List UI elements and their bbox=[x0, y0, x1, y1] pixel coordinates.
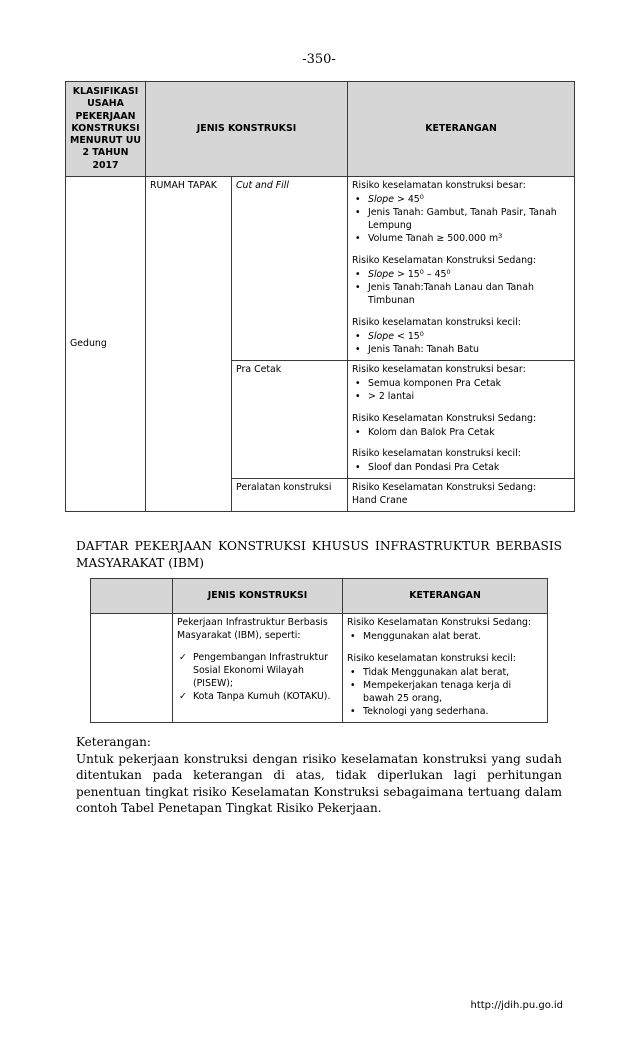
bullet-icon: • bbox=[350, 705, 356, 717]
sub-kategori-cell: RUMAH TAPAK bbox=[146, 177, 232, 512]
list-item-text: Semua komponen Pra Cetak bbox=[368, 377, 502, 389]
table-header-row bbox=[91, 579, 548, 614]
header-keterangan: KETERANGAN bbox=[343, 579, 548, 614]
list-item-text: Teknologi yang sederhana. bbox=[363, 705, 489, 717]
keterangan-cell bbox=[348, 177, 575, 361]
list-item-text: Sloof dan Pondasi Pra Cetak bbox=[368, 462, 500, 474]
list-item bbox=[355, 343, 570, 357]
list-item-text: > 45 bbox=[394, 193, 420, 205]
bullet-icon: • bbox=[355, 462, 361, 474]
jenis-intro: Pekerjaan Infrastruktur Berbasis Masyarakat (IBM), seperti: bbox=[177, 617, 328, 641]
klasifikasi-cell: Gedung bbox=[66, 177, 146, 512]
table-header-row bbox=[66, 82, 575, 177]
bullet-icon: • bbox=[355, 193, 361, 205]
keterangan-line: Risiko Keselamatan Konstruksi Sedang: bbox=[352, 482, 537, 494]
list-item bbox=[355, 281, 570, 308]
risk-group-title: Risiko keselamatan konstruksi besar: bbox=[352, 180, 526, 191]
header-jenis-konstruksi: JENIS KONSTRUKSI bbox=[146, 82, 348, 177]
risk-group-title: Risiko keselamatan konstruksi kecil: bbox=[352, 316, 521, 328]
bullet-icon: • bbox=[350, 630, 356, 642]
bullet-icon: • bbox=[355, 377, 361, 389]
list-item bbox=[350, 679, 543, 706]
list-item-text: Jenis Tanah: Gambut, Tanah Pasir, Tanah Lempung bbox=[368, 206, 557, 231]
list-item-text: Jenis Tanah:Tanah Lanau dan Tanah Timbunan bbox=[368, 281, 534, 306]
list-item-text: Kolom dan Balok Pra Cetak bbox=[368, 426, 495, 438]
risk-group-title: Risiko Keselamatan Konstruksi Sedang: bbox=[347, 617, 532, 628]
power-sup: 3 bbox=[498, 231, 503, 240]
slope-term: Slope bbox=[368, 193, 395, 205]
list-item bbox=[355, 329, 570, 344]
risk-group bbox=[352, 255, 570, 308]
section-heading: DAFTAR PEKERJAAN KONSTRUKSI KHUSUS INFRASTRUKTUR BERBASIS MASYARAKAT (IBM) bbox=[76, 539, 562, 571]
keterangan-line: Hand Crane bbox=[352, 495, 408, 507]
jenis-list bbox=[177, 652, 338, 704]
degree-sup: 0 bbox=[419, 192, 424, 201]
risk-list bbox=[347, 667, 543, 719]
slope-term: Slope bbox=[368, 330, 395, 342]
header-empty bbox=[91, 579, 173, 614]
list-item bbox=[350, 705, 543, 719]
risk-list bbox=[352, 378, 570, 404]
list-item bbox=[179, 690, 338, 704]
table-row bbox=[66, 177, 575, 361]
bullet-icon: • bbox=[355, 206, 361, 218]
jenis-cell: Pra Cetak bbox=[232, 360, 348, 479]
check-icon: ✓ bbox=[179, 651, 187, 663]
list-item-text: Menggunakan alat berat. bbox=[363, 630, 481, 642]
header-klasifikasi: KLASIFIKASI USAHA PEKERJAAN KONSTRUKSI MENURUT UU 2 TAHUN 2017 bbox=[66, 82, 146, 177]
bullet-icon: • bbox=[350, 679, 356, 691]
list-item bbox=[355, 192, 570, 207]
risk-group bbox=[352, 364, 570, 404]
slope-term: Slope bbox=[368, 268, 395, 280]
risk-classification-table bbox=[65, 81, 575, 512]
list-item-text: – 45 bbox=[423, 268, 447, 280]
note-body: Untuk pekerjaan konstruksi dengan risiko keselamatan konstruksi yang sudah ditentukan pada keterangan di atas, tidak diperlukan lagi perhitungan penentuan tingkat risiko Keselamatan Konstruksi sebagaimana tertuang dalam contoh Tabel Penetapan Tingkat Risiko Pekerjaan. bbox=[76, 752, 562, 815]
bullet-icon: • bbox=[355, 330, 361, 342]
keterangan-cell bbox=[348, 360, 575, 479]
list-item-text: Mempekerjakan tenaga kerja di bawah 25 orang, bbox=[363, 679, 512, 704]
header-jenis-konstruksi: JENIS KONSTRUKSI bbox=[173, 579, 343, 614]
list-item bbox=[355, 462, 570, 475]
risk-list bbox=[352, 194, 570, 246]
risk-group-title: Risiko keselamatan konstruksi kecil: bbox=[347, 652, 516, 664]
bullet-icon: • bbox=[355, 343, 361, 355]
list-item-text: > 15 bbox=[394, 268, 420, 280]
list-item-text: > 2 lantai bbox=[368, 390, 415, 402]
list-item bbox=[355, 390, 570, 404]
list-item-text: Pengembangan Infrastruktur Sosial Ekonomi Wilayah (PISEW); bbox=[193, 651, 328, 689]
bullet-icon: • bbox=[355, 426, 361, 438]
list-item-text: < 15 bbox=[394, 330, 420, 342]
check-icon: ✓ bbox=[179, 690, 187, 702]
list-item-text: Volume Tanah ≥ 500.000 m bbox=[368, 232, 499, 244]
risk-group bbox=[352, 317, 570, 357]
list-item bbox=[179, 651, 338, 691]
list-item-text: Kota Tanpa Kumuh (KOTAKU). bbox=[193, 690, 331, 702]
risk-group bbox=[347, 617, 543, 644]
list-item-text: Tidak Menggunakan alat berat, bbox=[363, 666, 510, 678]
degree-sup: 0 bbox=[446, 267, 451, 276]
risk-list bbox=[352, 427, 570, 440]
table-row bbox=[91, 614, 548, 723]
keterangan-cell bbox=[348, 479, 575, 512]
list-item bbox=[350, 666, 543, 680]
jenis-cell bbox=[173, 614, 343, 723]
risk-group bbox=[352, 448, 570, 475]
list-item bbox=[355, 206, 570, 233]
bullet-icon: • bbox=[355, 390, 361, 402]
empty-cell bbox=[91, 614, 173, 723]
header-keterangan: KETERANGAN bbox=[348, 82, 575, 177]
risk-group-title: Risiko Keselamatan Konstruksi Sedang: bbox=[352, 412, 537, 424]
list-item bbox=[355, 377, 570, 391]
list-item bbox=[355, 231, 570, 246]
jenis-cell: Peralatan konstruksi bbox=[232, 479, 348, 512]
list-item bbox=[355, 426, 570, 440]
risk-group bbox=[352, 180, 570, 246]
bullet-icon: • bbox=[355, 268, 361, 280]
risk-list bbox=[352, 331, 570, 357]
degree-sup: 0 bbox=[419, 329, 424, 338]
risk-group-title: Risiko keselamatan konstruksi besar: bbox=[352, 363, 526, 375]
risk-group bbox=[347, 653, 543, 719]
keterangan-cell bbox=[343, 614, 548, 723]
list-item bbox=[350, 630, 543, 644]
footer-url: http://jdih.pu.go.id bbox=[470, 1000, 563, 1011]
note-title: Keterangan: bbox=[76, 735, 151, 749]
degree-sup: 0 bbox=[419, 267, 424, 276]
risk-group-title: Risiko keselamatan konstruksi kecil: bbox=[352, 448, 521, 460]
list-item-text: Jenis Tanah: Tanah Batu bbox=[368, 343, 479, 355]
page-number: -350- bbox=[302, 52, 336, 67]
bullet-icon: • bbox=[355, 232, 361, 244]
risk-group-title: Risiko Keselamatan Konstruksi Sedang: bbox=[352, 254, 537, 266]
risk-group bbox=[352, 413, 570, 440]
risk-list bbox=[352, 462, 570, 475]
ibm-table bbox=[90, 578, 548, 723]
jenis-cell: Cut and Fill bbox=[232, 177, 348, 361]
risk-list bbox=[347, 631, 543, 644]
risk-list bbox=[352, 269, 570, 308]
list-item bbox=[355, 267, 570, 282]
bullet-icon: • bbox=[355, 281, 361, 293]
bullet-icon: • bbox=[350, 666, 356, 678]
